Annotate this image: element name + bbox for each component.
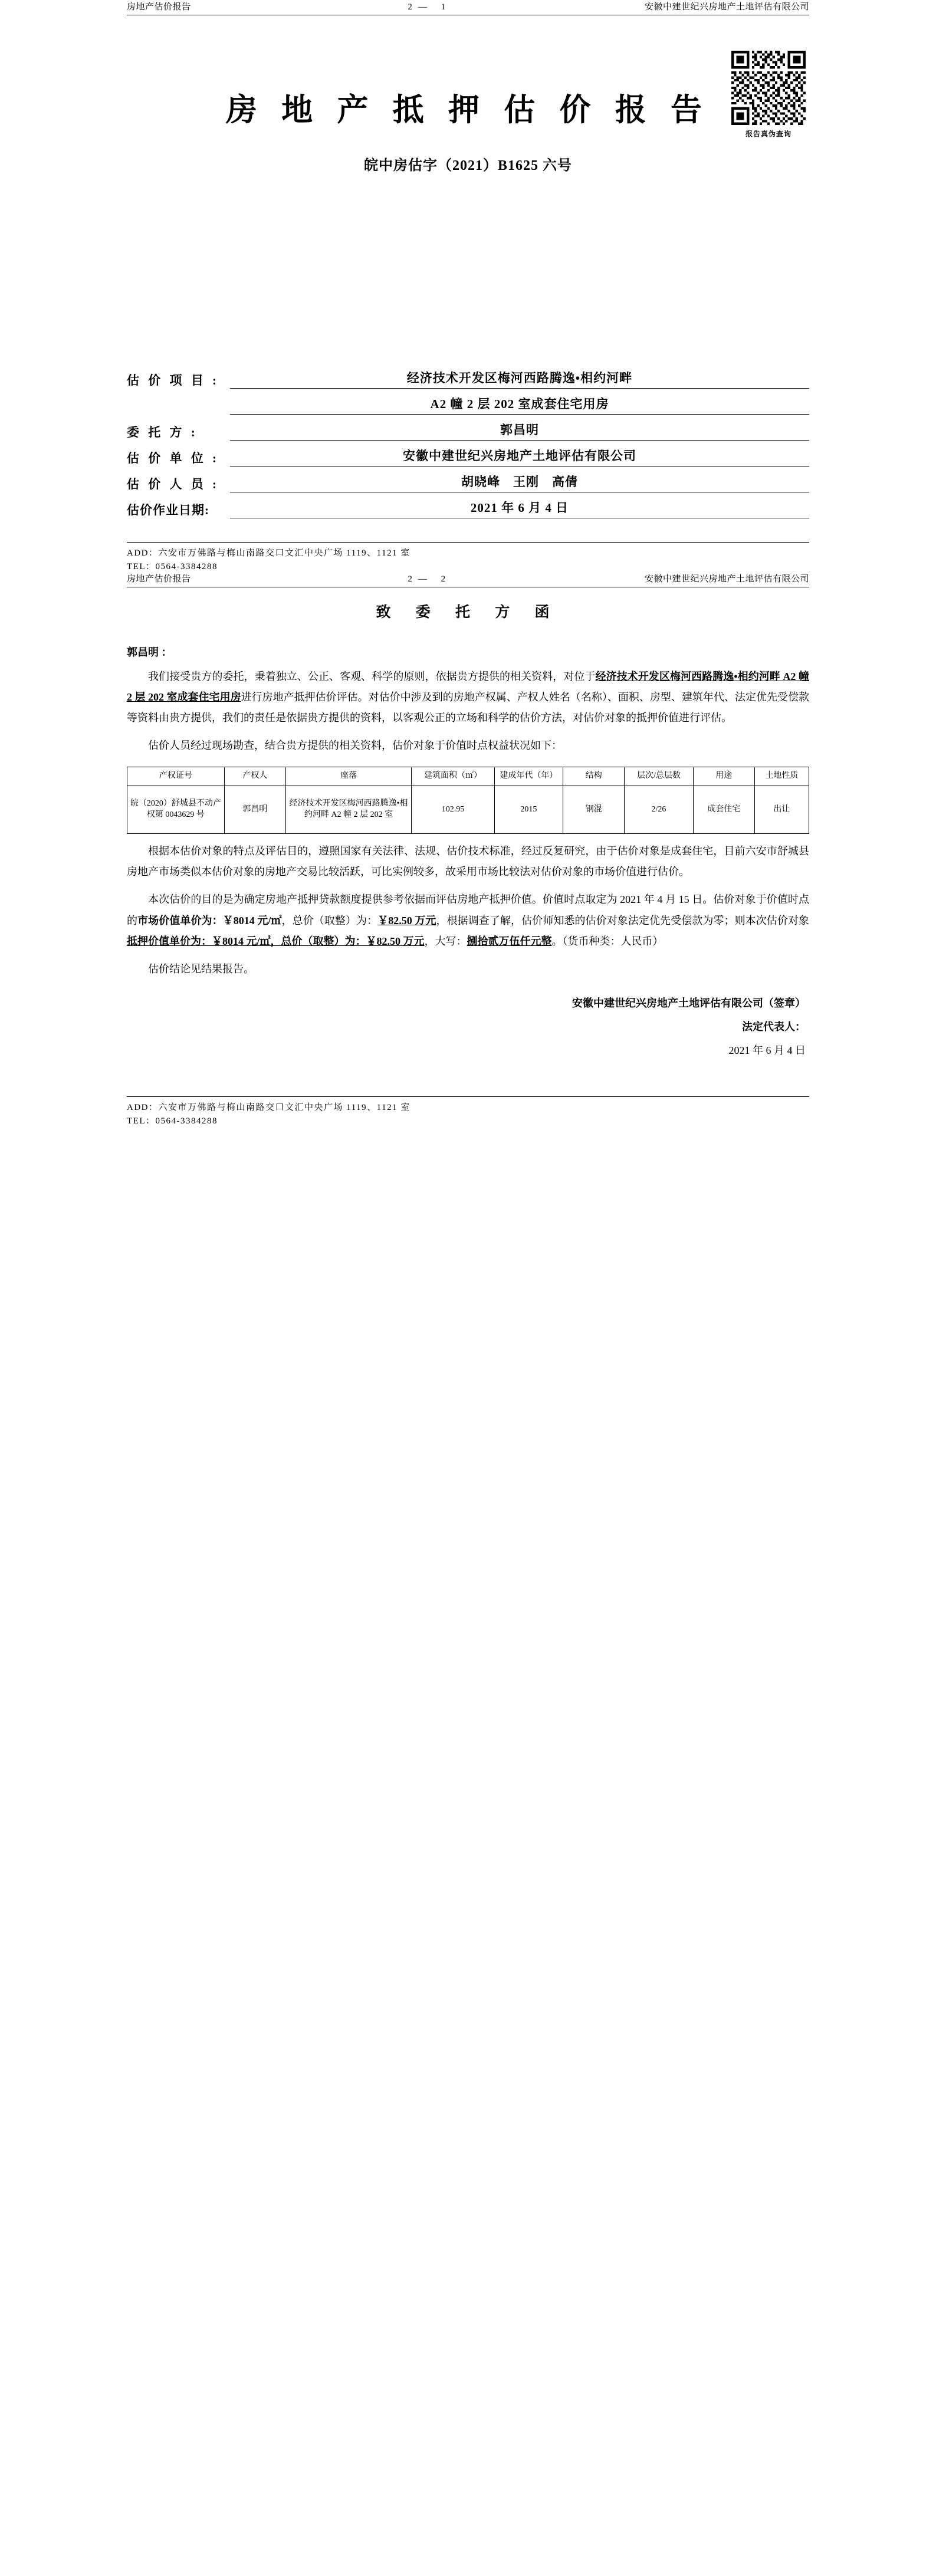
- paragraph-3: 根据本估价对象的特点及评估目的，遵照国家有关法律、法规、估价技术标准，经过反复研究，由于估价对象是成套住宅，目前六安市舒城县房地产市场类似本估价对象的房地产交易比较活跃，可比实例较多，故采用市场比较法对估价对象的市场价值进行估价。: [127, 845, 809, 878]
- th-structure: 结构: [563, 767, 625, 786]
- paragraph-4-part-j: 。（货币种类：人民币）: [551, 935, 664, 947]
- paragraph-4-part-a: 本次估价的目的是为确定房地产抵押贷款额度提供参考依据而评估房地产抵押价值。价值时点取定为 2021 年 4 月 15 日。估价对象于价值时点的: [127, 893, 809, 926]
- td-floor: 2/26: [625, 786, 693, 834]
- page-marker: [191, 2, 645, 12]
- footer-address: ADD：六安市万佛路与梅山南路交口文汇中央广场 1119、1121 室: [127, 548, 410, 558]
- running-header-left: 房地产估价报告: [127, 2, 191, 12]
- field-value-appraisers: 胡晓峰 王刚 高倩: [230, 472, 809, 492]
- letter-page: [0, 572, 936, 1126]
- signature-legal-rep: 法定代表人：: [742, 1020, 806, 1033]
- page-marker-left: 2—: [408, 2, 433, 12]
- td-structure: 钢混: [563, 786, 625, 834]
- qr-block: [728, 51, 809, 139]
- mortgage-value-total: ，总价（取整）为：￥82.50 万元: [270, 935, 425, 947]
- page-marker-2-left: 2—: [408, 574, 433, 584]
- table-body: [127, 786, 809, 834]
- td-area: 102.95: [412, 786, 495, 834]
- field-label-work-date: 估价作业日期:: [127, 503, 209, 517]
- td-location: 经济技术开发区梅河西路腾逸•相约河畔 A2 幢 2 层 202 室: [285, 786, 411, 834]
- table-header-row: [127, 767, 809, 786]
- td-year: 2015: [494, 786, 563, 834]
- amount-in-words: 捌拾贰万伍仟元整: [467, 935, 552, 947]
- field-project: [127, 369, 809, 389]
- footer-divider-2: [127, 1096, 809, 1097]
- field-label-client: 委 托 方 :: [127, 425, 198, 439]
- market-value-total: ￥82.50 万元: [377, 914, 436, 926]
- th-floor: 层次/总层数: [625, 767, 693, 786]
- table-row: [127, 786, 809, 834]
- paragraph-1-part-a: 我们接受贵方的委托，秉着独立、公正、客观、科学的原则，依据贵方提供的相关资料，对位于: [148, 671, 596, 682]
- running-header: [127, 0, 809, 15]
- field-project-line2: [127, 395, 809, 415]
- th-location: 座落: [285, 767, 411, 786]
- running-header-2-right: 安徽中建世纪兴房地产土地评估有限公司: [644, 574, 809, 584]
- cover-page: [0, 0, 936, 572]
- field-value-work-date: 2021 年 6 月 4 日: [230, 498, 809, 518]
- signature-date: 2021 年 6 月 4 日: [728, 1044, 806, 1056]
- paragraph-5: 估价结论见结果报告。: [148, 962, 254, 975]
- footer-address-2: ADD：六安市万佛路与梅山南路交口文汇中央广场 1119、1121 室: [127, 1102, 410, 1112]
- spacer: [127, 1057, 809, 1073]
- market-value-unit-price-label: 市场价值单价为：￥8014 元/㎡: [137, 914, 282, 926]
- field-value-appraisal-firm: 安徽中建世纪兴房地产土地评估有限公司: [230, 446, 809, 466]
- salutation: 郭昌明 ：: [127, 646, 172, 658]
- th-usage: 用途: [693, 767, 754, 786]
- paragraph-4-part-c: ，总价（取整）为：: [281, 914, 378, 926]
- field-appraisers: [127, 472, 809, 492]
- field-label-appraisers: 估 价 人 员 :: [127, 477, 219, 491]
- th-land: 土地性质: [754, 767, 809, 786]
- td-usage: 成套住宅: [693, 786, 754, 834]
- page-marker-2-right: 2: [441, 574, 452, 584]
- report-number: 皖中房估字（2021）B1625 六号: [363, 158, 572, 173]
- letter-title: 致 委 托 方 函: [376, 604, 560, 620]
- th-cert-no: 产权证号: [127, 767, 225, 786]
- property-info-table: [127, 767, 809, 834]
- qr-code-svg: [731, 51, 806, 125]
- signature-block: [127, 995, 809, 1057]
- td-owner: 郭昌明: [224, 786, 285, 834]
- th-area: 建筑面积（㎡）: [412, 767, 495, 786]
- table-head: [127, 767, 809, 786]
- mortgage-value-unit-price: 抵押价值单价为：￥8014 元/㎡: [127, 935, 271, 947]
- field-label-project: 估 价 项 目 :: [127, 373, 219, 387]
- signature-company: 安徽中建世纪兴房地产土地评估有限公司（签章）: [572, 997, 806, 1009]
- td-cert-no: 皖（2020）舒城县不动产权第 0043629 号: [127, 786, 225, 834]
- footer-tel-2: TEL：0564-3384288: [127, 1116, 218, 1126]
- th-year: 建成年代（年）: [494, 767, 563, 786]
- field-value-project-line2: A2 幢 2 层 202 室成套住宅用房: [230, 395, 809, 415]
- field-label-appraisal-firm: 估 价 单 位 :: [127, 451, 219, 465]
- field-value-project: 经济技术开发区梅河西路腾逸•相约河畔: [230, 369, 809, 389]
- paragraph-1-property: 经济技术开发区梅河西路腾逸•相约河畔 A2 幢 2 层 202 室成套住宅用房: [127, 671, 809, 704]
- page-marker-2: [191, 574, 645, 584]
- field-work-date: [127, 498, 809, 518]
- th-owner: 产权人: [224, 767, 285, 786]
- td-land: 出让: [754, 786, 809, 834]
- paragraph-2: 估价人员经过现场勘查，结合贵方提供的相关资料，估价对象于价值时点权益状况如下：: [148, 740, 562, 752]
- page-marker-right: 1: [441, 2, 452, 12]
- running-header-right: 安徽中建世纪兴房地产土地评估有限公司: [644, 2, 809, 12]
- footer-divider: [127, 542, 809, 543]
- page-title: 房 地 产 抵 押 估 价 报 告: [226, 93, 710, 127]
- qr-code-icon[interactable]: [731, 51, 806, 125]
- paragraph-1-part-c: 进行房地产抵押估价评估。对估价中涉及到的房地产权属、产权人姓名（名称）、面积、房型、建筑年代、法定优先受偿款等资料由贵方提供，我们的责任是依据贵方提供的资料，以客观公正的立场和科学的估价方法，对估价对象的抵押价值进行评估。: [127, 691, 810, 724]
- field-value-client: 郭昌明: [230, 420, 809, 441]
- field-appraisal-firm: [127, 446, 809, 466]
- paragraph-1: [127, 666, 809, 728]
- paragraph-4: [127, 889, 809, 951]
- footer-tel: TEL：0564-3384288: [127, 562, 218, 571]
- paragraph-4-part-e: ，根据调查了解，估价师知悉的估价对象法定优先受偿款为零；则本次估价对象: [436, 914, 810, 926]
- paragraph-4-part-h: ，大写：: [424, 935, 467, 947]
- field-client: [127, 420, 809, 441]
- running-header-2-left: 房地产估价报告: [127, 574, 191, 584]
- cover-fields: [127, 369, 809, 518]
- qr-caption: 报告真伪查询: [745, 130, 792, 138]
- running-header-2: [127, 572, 809, 587]
